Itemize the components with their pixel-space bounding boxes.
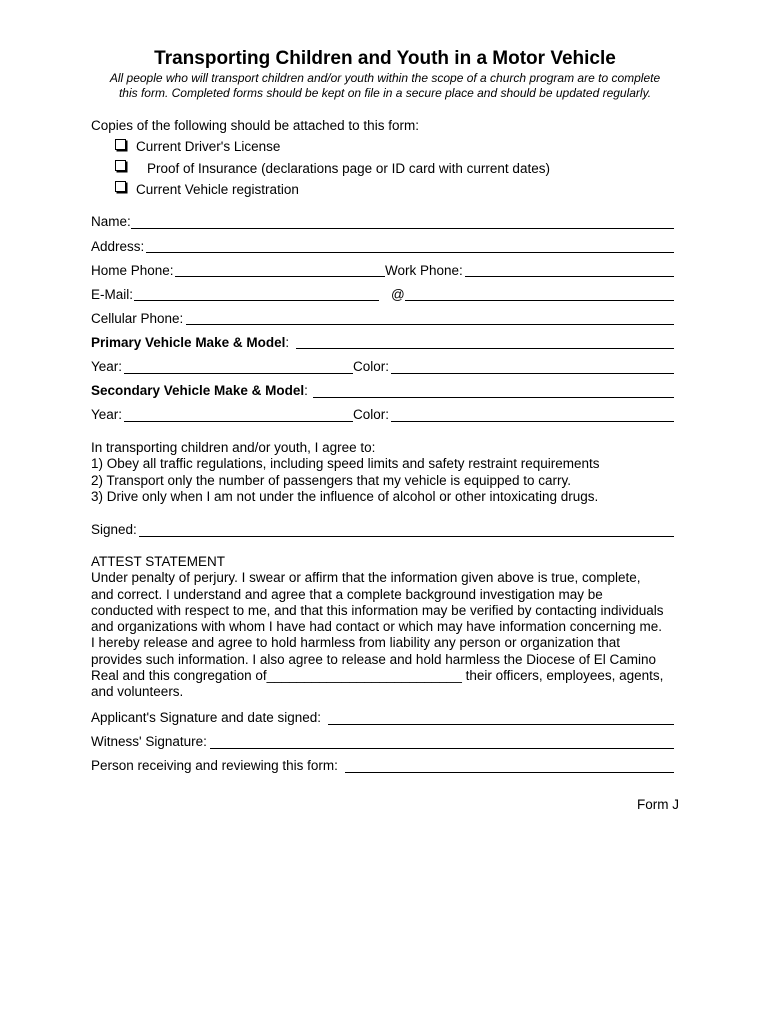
home-phone-field[interactable] (175, 276, 385, 277)
at-sign: @ (391, 287, 405, 302)
address-field[interactable] (146, 252, 674, 253)
subtitle-line: this form. Completed forms should be kept on file in a secure place and should be updated regularly. (118, 86, 652, 100)
secondary-color-label: Color: (353, 407, 390, 422)
attest-line: Under penalty of perjury. I swear or affirm that the information given above is true, complete, (91, 570, 641, 586)
checkbox-vehicle-registration[interactable] (115, 181, 126, 192)
primary-year-field[interactable] (124, 373, 353, 374)
agreement-intro: In transporting children and/or youth, I agree to: (91, 440, 376, 455)
cellular-phone-label: Cellular Phone: (91, 311, 184, 326)
email-domain-field[interactable] (405, 300, 674, 301)
primary-vehicle-label-text: Primary Vehicle Make & Model (91, 335, 286, 350)
reviewer-field[interactable] (345, 772, 674, 773)
attest-line: provides such information. I also agree to release and hold harmless the Diocese of El Camino (91, 651, 657, 667)
name-field[interactable] (131, 228, 674, 229)
email-label: E-Mail: (91, 287, 134, 302)
email-user-field[interactable] (134, 300, 379, 301)
checkbox-label: Current Vehicle registration (136, 182, 299, 197)
work-phone-label: Work Phone: (385, 263, 463, 278)
form-id: Form J (637, 797, 679, 812)
attest-section (91, 554, 664, 701)
attest-line: I hereby release and agree to hold harmless from liability any person or organization that (91, 635, 621, 651)
witness-signature-label: Witness' Signature: (91, 734, 207, 749)
work-phone-field[interactable] (465, 276, 674, 277)
attest-line: and volunteers. (91, 684, 184, 700)
checkbox-proof-of-insurance[interactable] (115, 160, 126, 171)
label-colon: : (304, 383, 308, 398)
secondary-color-field[interactable] (391, 421, 674, 422)
attest-line: and correct. I understand and agree that a complete background investigation may be (91, 586, 603, 602)
agreement-item: 2) Transport only the number of passengers that my vehicle is equipped to carry. (91, 472, 571, 488)
secondary-vehicle-label (91, 383, 308, 398)
name-label: Name: (91, 214, 131, 229)
signed-field[interactable] (139, 536, 674, 537)
secondary-year-label: Year: (91, 407, 123, 422)
secondary-vehicle-label-text: Secondary Vehicle Make & Model (91, 383, 305, 398)
agreement-item: 3) Drive only when I am not under the influence of alcohol or other intoxicating drugs. (91, 488, 599, 504)
attest-heading: ATTEST STATEMENT (91, 554, 226, 569)
agreement-item: 1) Obey all traffic regulations, including speed limits and safety restraint requirements (91, 456, 600, 472)
attest-line: conducted with respect to me, and that this information may be verified by contacting individuals (91, 602, 664, 618)
attest-line: Real and this congregation of__________________________ their officers, employees, agents, (91, 668, 664, 684)
checkbox-label: Current Driver's License (136, 139, 281, 154)
form-subtitle (95, 71, 675, 101)
subtitle-line: All people who will transport children and/or youth within the scope of a church program are to complete (109, 71, 661, 85)
home-phone-label: Home Phone: (91, 263, 174, 278)
cellular-phone-field[interactable] (186, 324, 674, 325)
secondary-vehicle-field[interactable] (313, 397, 674, 398)
checkbox-drivers-license[interactable] (115, 139, 126, 150)
label-colon: : (285, 335, 290, 350)
reviewer-label: Person receiving and reviewing this form: (91, 758, 338, 773)
primary-vehicle-field[interactable] (296, 348, 674, 349)
applicant-signature-label: Applicant's Signature and date signed: (91, 710, 321, 725)
agreement-section (91, 440, 600, 505)
primary-vehicle-label (91, 335, 289, 350)
address-label: Address: (91, 239, 145, 254)
primary-year-label: Year: (91, 359, 123, 374)
signed-label: Signed: (91, 522, 137, 537)
attest-line: and organizations with whom I have had contact or which may have information concerning me. (91, 619, 663, 635)
primary-color-label: Color: (353, 359, 390, 374)
form-title: Transporting Children and Youth in a Motor Vehicle (154, 48, 616, 69)
witness-signature-field[interactable] (210, 748, 674, 749)
applicant-signature-field[interactable] (328, 724, 674, 725)
checkbox-label: Proof of Insurance (declarations page or ID card with current dates) (147, 161, 550, 176)
secondary-year-field[interactable] (124, 421, 353, 422)
attachments-intro: Copies of the following should be attached to this form: (91, 118, 419, 133)
primary-color-field[interactable] (391, 373, 674, 374)
